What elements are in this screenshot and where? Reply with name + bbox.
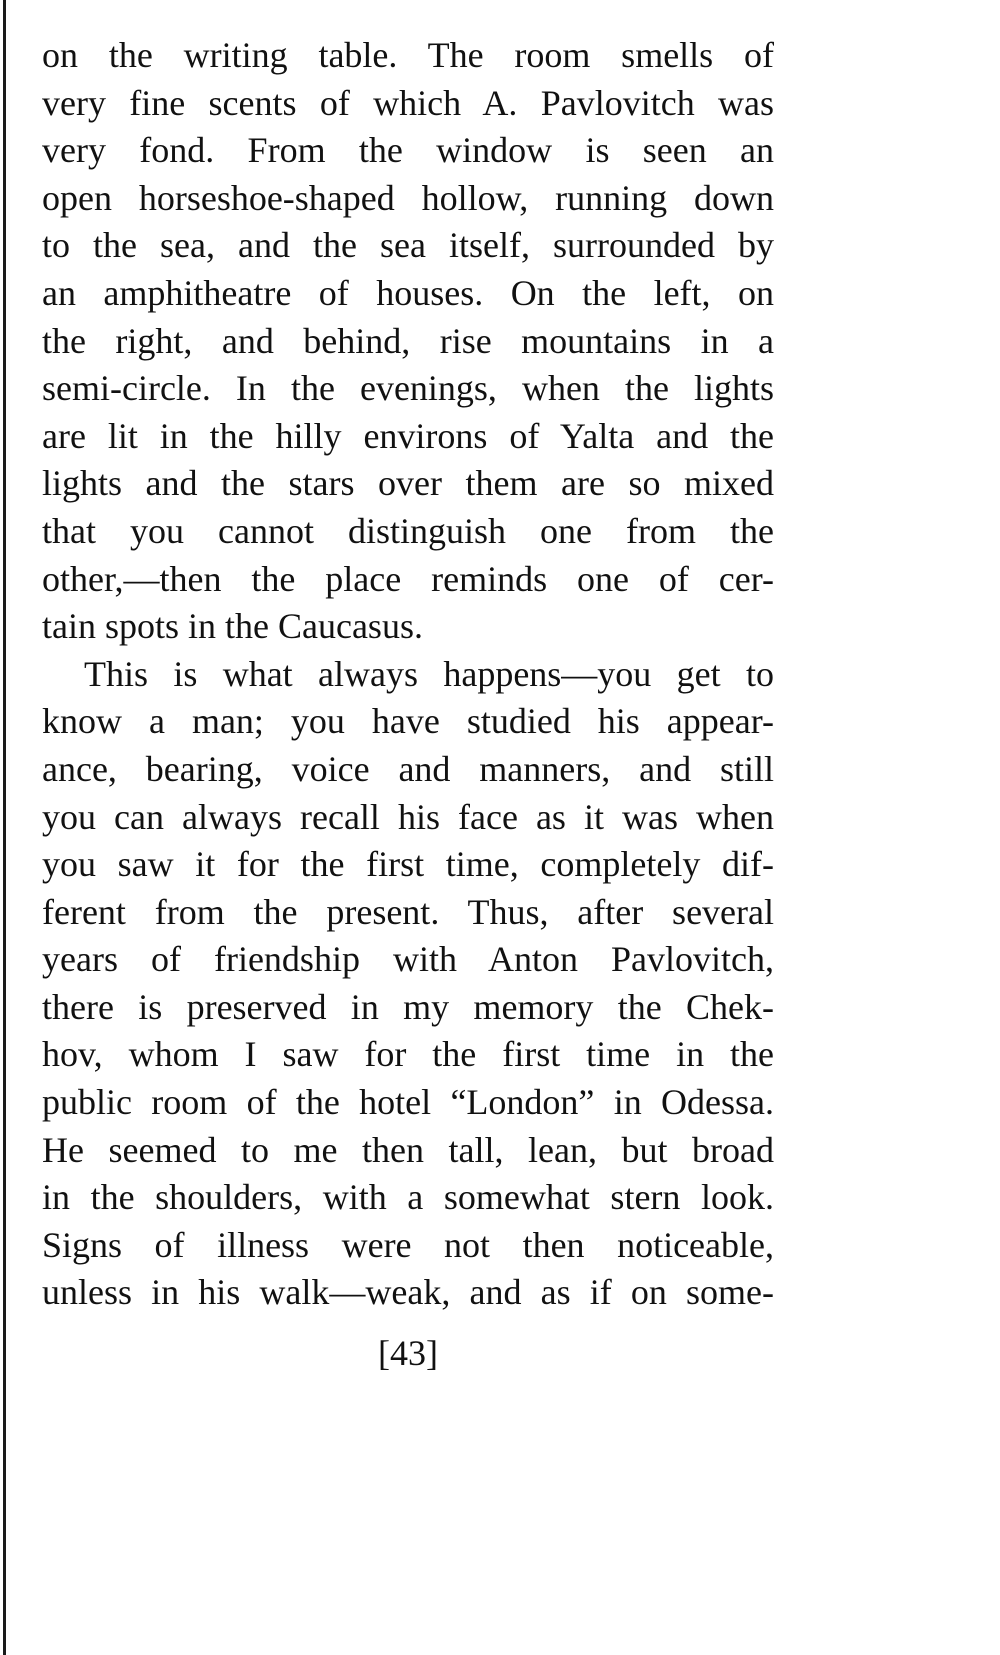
text-line: an amphitheatre of houses. On the left, on: [42, 272, 774, 313]
text-line: on the writing table. The room smells of: [42, 35, 774, 75]
text-line: Signs of illness were not then noticeable,: [42, 1224, 774, 1265]
text-line: public room of the hotel “London” in Odessa.: [42, 1082, 774, 1123]
text-line: to the sea, and the sea itself, surrounded by: [42, 225, 774, 266]
text-line: ferent from the present. Thus, after several: [42, 891, 774, 932]
text-line: very fine scents of which A. Pavlovitch was: [42, 82, 774, 123]
text-line: ance, bearing, voice and manners, and still: [42, 748, 774, 789]
text-line: very fond. From the window is seen an: [42, 130, 774, 171]
text-line: lights and the stars over them are so mixed: [42, 463, 774, 504]
text-line: semi-circle. In the evenings, when the lights: [42, 368, 774, 409]
text-line: years of friendship with Anton Pavlovitch,: [42, 939, 774, 980]
text-line: open horseshoe-shaped hollow, running down: [42, 177, 774, 218]
text-line: tain spots in the Caucasus.: [42, 606, 423, 647]
text-line: are lit in the hilly environs of Yalta and the: [42, 415, 774, 456]
text-line: you saw it for the first time, completely dif-: [42, 844, 774, 885]
text-line: other,—then the place reminds one of cer-: [42, 558, 774, 599]
text-line: know a man; you have studied his appear-: [42, 701, 774, 742]
text-line: there is preserved in my memory the Chek-: [42, 986, 774, 1027]
page-number: [43]: [378, 1333, 438, 1373]
text-line: the right, and behind, rise mountains in a: [42, 320, 774, 361]
text-line: that you cannot distinguish one from the: [42, 510, 774, 551]
body-text: [42, 32, 774, 1317]
text-line: hov, whom I saw for the first time in the: [42, 1034, 774, 1075]
text-line: This is what always happens—you get to: [84, 653, 774, 694]
page-edge-line: [3, 0, 6, 1655]
text-line: He seemed to me then tall, lean, but broad: [42, 1129, 774, 1170]
text-line: in the shoulders, with a somewhat stern look.: [42, 1177, 774, 1218]
text-line: you can always recall his face as it was when: [42, 796, 774, 837]
text-line: unless in his walk—weak, and as if on some-: [42, 1272, 774, 1313]
